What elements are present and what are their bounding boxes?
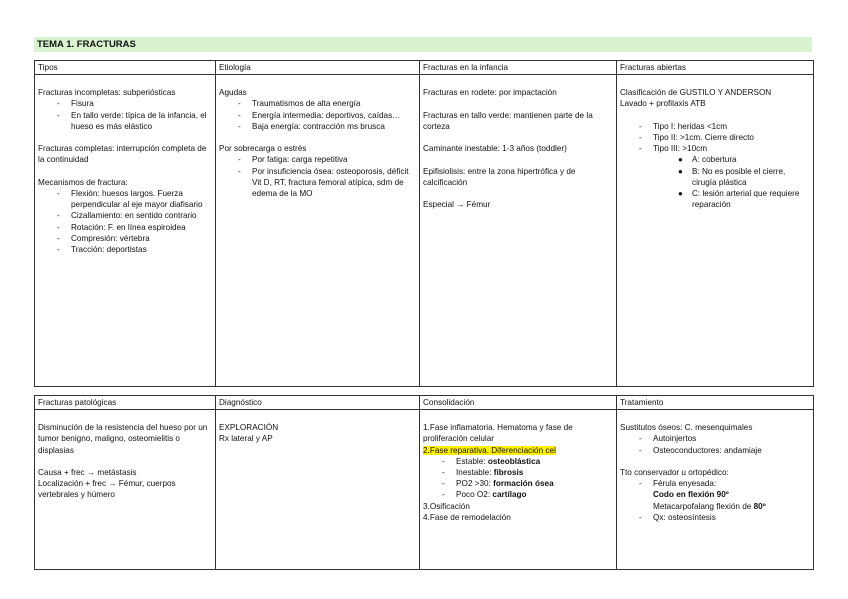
conservador-title: Tto conservador u ortopédico:: [620, 468, 729, 477]
list-item: ● A: cobertura: [678, 155, 737, 165]
sobrecarga-list: [219, 154, 416, 199]
mecanismos-title: Mecanismos de fractura:: [38, 177, 128, 187]
page-title: TEMA 1. FRACTURAS: [34, 37, 812, 52]
header-etiologia: Etiología: [216, 61, 420, 75]
cell-tratamiento: [617, 410, 814, 570]
list-item: - Tipo I: heridas <1cm: [639, 121, 728, 131]
infancia-epifisiolisis: Epifisiolisis: entre la zona hipertrófica y de calcificación: [423, 166, 576, 187]
list-item: ● C: lesión arterial que requiere reparación: [678, 189, 800, 210]
gustilo-clasificacion: Clasificación de GUSTILO Y ANDERSON: [620, 88, 772, 98]
header-abiertas: Fracturas abiertas: [617, 61, 814, 75]
header-infancia: Fracturas en la infancia: [420, 61, 617, 75]
list-item: - Osteoconductores: andamiaje: [639, 445, 762, 455]
cell-diagnostico: [216, 410, 420, 570]
bullet-icon: ●: [678, 155, 683, 165]
header-row: [35, 61, 814, 75]
sobrecarga-title: Por sobrecarga o estrés: [219, 144, 307, 154]
infancia-rodete: Fracturas en rodete: por impactación: [423, 88, 557, 98]
list-item: ● B: No es posible el cierre, cirugía plástica: [678, 166, 786, 187]
fase-reparativa: [423, 445, 613, 456]
list-item: - Poco O2: cartílago: [442, 490, 527, 500]
header-consolidacion: Consolidación: [420, 396, 617, 410]
list-item: - Tracción: deportistas: [57, 245, 147, 255]
codo-text: Codo en flexión 90º: [653, 490, 729, 500]
gustilo-tipos-list: [620, 121, 810, 155]
infancia-tallo-verde: Fracturas en tallo verde: mantienen parte de la corteza: [423, 110, 593, 131]
conservador-list: [620, 478, 810, 489]
sustitutos-list: [620, 433, 810, 455]
metacarpo-text: Metacarpofalang flexión de 80º: [653, 501, 766, 511]
list-item: - Por insuficiencia ósea: osteoporosis, déficit Vit D, RT, fractura femoral atípica, sdm de edema de la MO: [238, 166, 409, 199]
lavado-text: Lavado + profilaxis ATB: [620, 99, 706, 109]
fase-remodelacion: 4.Fase de remodelación: [423, 512, 511, 522]
fase-reparativa-list: [423, 456, 613, 501]
diagnostico-exploracion: EXPLORACIÓN: [219, 423, 279, 433]
agudas-title: Agudas: [219, 88, 247, 98]
fase-osificacion: 3.Osificación: [423, 501, 470, 511]
diagnostico-rx: Rx lateral y AP: [219, 434, 273, 444]
header-diagnostico: Diagnóstico: [216, 396, 420, 410]
incompletas-title: Fracturas incompletas: subperiósticas: [38, 88, 176, 98]
list-item: - En tallo verde: típica de la infancia, el hueso es más elástico: [57, 110, 207, 131]
qx-list: [620, 512, 810, 523]
list-item: - Autoinjertos: [639, 434, 697, 444]
list-item: - Tipo III: >10cm: [639, 144, 708, 154]
list-item: - Qx: osteosíntesis: [639, 512, 716, 522]
sustitutos-title: Sustitutos óseos: C. mesenquimales: [620, 423, 753, 433]
header-tratamiento: Tratamiento: [617, 396, 814, 410]
bullet-icon: ●: [678, 166, 683, 176]
incompletas-list: [38, 98, 212, 132]
header-tipos: Tipos: [35, 61, 216, 75]
header-patologicas: Fracturas patológicas: [35, 396, 216, 410]
list-item: - Traumatismos de alta energía: [238, 99, 361, 109]
list-item: - Baja energía: contracción ms brusca: [238, 121, 385, 131]
gustilo-subtipos-list: [620, 154, 810, 210]
list-item: - Cizallamiento: en sentido contrario: [57, 211, 197, 221]
fase-inflamatoria: 1.Fase inflamatoria. Hematoma y fase de proliferación celular: [423, 423, 573, 444]
completas-text: Fracturas completas: interrupción completa de la continuidad: [38, 144, 207, 165]
cell-consolidacion: [420, 410, 617, 570]
patologicas-causa: Causa + frec → metástasis: [38, 468, 137, 477]
infancia-caminante: Caminante inestable: 1-3 años (toddler): [423, 144, 567, 154]
header-row: [35, 396, 814, 410]
list-item: - Inestable: fibrosis: [442, 468, 524, 478]
agudas-list: [219, 98, 416, 132]
highlighted-text: 2.Fase reparativa. Diferenciación cel: [423, 445, 556, 455]
patologicas-definicion: Disminución de la resistencia del hueso por un tumor benigno, maligno, osteomielitis o displasias: [38, 423, 208, 455]
list-item: - Energía intermedia: deportivos, caídas…: [238, 110, 401, 120]
patologicas-localizacion: Localización + frec → Fémur, cuerpos vertebrales y húmero: [38, 479, 176, 500]
cell-tipos: [35, 75, 216, 387]
list-item: - Férula enyesada:: [639, 479, 717, 489]
fracturas-table-1: [34, 60, 814, 387]
content-row: [35, 75, 814, 387]
list-item: - Estable: osteoblástica: [442, 456, 541, 466]
list-item: - Compresión: vértebra: [57, 233, 150, 243]
bullet-icon: ●: [678, 189, 683, 199]
list-item: - Fisura: [57, 99, 94, 109]
list-item: - PO2 >30: formación ósea: [442, 479, 554, 489]
list-item: - Por fatiga: carga repetitiva: [238, 155, 348, 165]
list-item: - Tipo II: >1cm. Cierre directo: [639, 133, 754, 142]
infancia-especial: Especial → Fémur: [423, 200, 491, 210]
cell-abiertas: [617, 75, 814, 387]
mecanismos-list: [38, 188, 212, 255]
cell-infancia: [420, 75, 617, 387]
list-item: - Flexión: huesos largos. Fuerza perpendicular al eje mayor diafisario: [57, 189, 203, 210]
list-item: - Rotación: F. en línea espiroidea: [57, 222, 186, 232]
cell-patologicas: [35, 410, 216, 570]
fracturas-table-2: [34, 395, 814, 570]
content-row: [35, 410, 814, 570]
cell-etiologia: [216, 75, 420, 387]
